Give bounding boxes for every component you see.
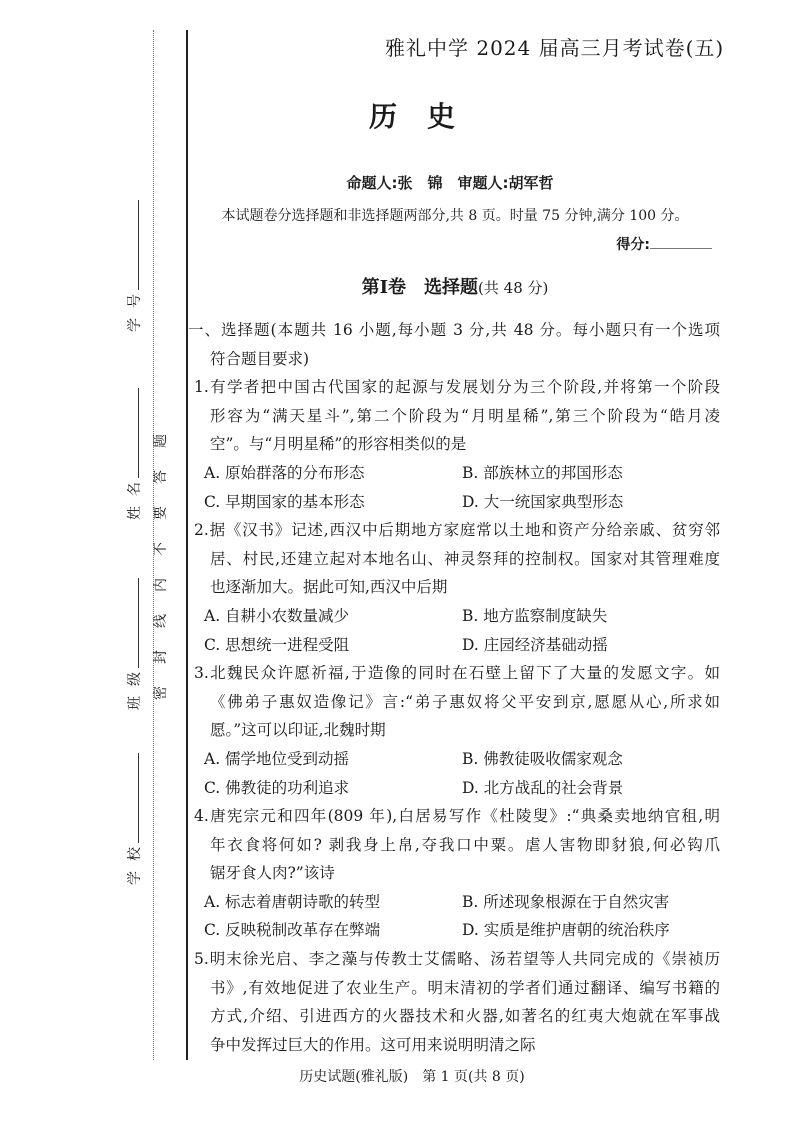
- question-stem-line: 居、村民,还建立起对本地名山、神灵祭拜的控制权。国家对其管理难度: [210, 549, 720, 568]
- answer-option[interactable]: B. 佛教徒吸收儒家观念: [462, 749, 623, 768]
- student-number-field[interactable]: [124, 200, 144, 332]
- answer-option[interactable]: B. 地方监察制度缺失: [462, 606, 608, 625]
- answer-option[interactable]: A. 自耕小农数量减少: [204, 606, 350, 625]
- part-note: (共 48 分): [478, 279, 549, 297]
- question-stem-line: 方式,介绍、引进西方的火器技术和火器,如著名的红夷大炮就在军事战: [210, 1007, 720, 1026]
- option-row: [194, 916, 720, 945]
- binding-line: [186, 30, 188, 1060]
- question-stem-line: 争中发挥过巨大的作用。这可用来说明明清之际: [210, 1035, 536, 1054]
- seal-warning: 密封线内不要答题: [153, 412, 169, 700]
- class-label: 班级: [127, 662, 143, 710]
- school-label: 学校: [127, 837, 143, 885]
- answer-option[interactable]: C. 早期国家的基本形态: [204, 492, 365, 511]
- question-body: [188, 316, 720, 1059]
- exam-intro: 本试题卷分选择题和非选择题两部分,共 8 页。时量 75 分钟,满分 100 分。: [221, 208, 689, 224]
- answer-option[interactable]: D. 北方战乱的社会背景: [462, 778, 624, 797]
- student-number-label: 学号: [127, 284, 143, 332]
- answer-option[interactable]: D. 庄园经济基础动摇: [462, 635, 608, 654]
- question-stem-line: 3.北魏民众许愿祈福,于造像的同时在石壁上留下了大量的发愿文字。如: [194, 664, 720, 683]
- part-title-text: 第Ⅰ卷 选择题: [361, 277, 479, 298]
- part-title: [190, 273, 720, 299]
- question-stem-line: 也逐渐加大。据此可知,西汉中后期: [210, 578, 448, 597]
- answer-option[interactable]: D. 实质是维护唐朝的统治秩序: [462, 921, 670, 940]
- answer-option[interactable]: C. 思想统一进程受阻: [204, 635, 350, 654]
- answer-option[interactable]: C. 佛教徒的功利追求: [204, 778, 350, 797]
- option-row: [194, 745, 720, 774]
- question-stem-line: 锯牙食人肉?”该诗: [210, 864, 335, 883]
- section-instruction: 一、选择题(本题共 16 小题,每小题 3 分,共 48 分。每小题只有一个选项: [188, 321, 720, 339]
- option-row: [194, 631, 720, 660]
- exam-title: 雅礼中学 2024 届高三月考试卷(五): [385, 36, 725, 60]
- school-field[interactable]: [124, 753, 144, 885]
- question-stem-line: 2.据《汉书》记述,西汉中后期地方家庭常以土地和资产分给亲戚、贫穷邻: [194, 521, 720, 540]
- question-stem-line: 年衣食将何如? 剥我身上帛,夺我口中粟。虐人害物即豺狼,何必钩爪: [210, 835, 720, 854]
- answer-option[interactable]: C. 反映税制改革存在弊端: [204, 921, 381, 940]
- option-row: [194, 602, 720, 631]
- answer-option[interactable]: A. 原始群落的分布形态: [204, 463, 365, 482]
- subject-title: 历史: [368, 100, 485, 133]
- score-label: 得分:: [616, 237, 650, 253]
- answer-option[interactable]: D. 大一统国家典型形态: [462, 492, 624, 511]
- name-label: 姓名: [127, 472, 143, 520]
- question-stem-line: 空”。与“月明星稀”的形容相类似的是: [210, 435, 467, 454]
- option-row: [194, 774, 720, 803]
- question-stem-line: 形容为“满天星斗”,第二个阶段为“月明星稀”,第三个阶段为“皓月凌: [210, 406, 720, 425]
- option-row: [194, 488, 720, 517]
- question-stem-line: 5.明末徐光启、李之藻与传教士艾儒略、汤若望等人共同完成的《崇祯历: [194, 950, 720, 969]
- question-stem-line: 《佛弟子惠奴造像记》言:“弟子惠奴将父平安到京,愿愿从心,所求如: [210, 692, 720, 711]
- answer-option[interactable]: B. 所述现象根源在于自然灾害: [462, 892, 670, 911]
- question-stem-line: 4.唐宪宗元和四年(809 年),白居易写作《杜陵叟》:“典桑卖地纳官租,明: [194, 807, 720, 826]
- authors: 命题人:张 锦 审题人:胡军哲: [346, 174, 554, 192]
- page-footer: 历史试题(雅礼版) 第 1 页(共 8 页): [299, 1069, 525, 1085]
- question-stem-line: 1.有学者把中国古代国家的起源与发展划分为三个阶段,并将第一个阶段: [194, 378, 720, 397]
- question-stem-line: 愿。”这可以印证,北魏时期: [210, 721, 386, 740]
- section-instruction: 符合题目要求): [210, 349, 310, 368]
- answer-option[interactable]: A. 标志着唐朝诗歌的转型: [204, 892, 381, 911]
- score-field[interactable]: [616, 234, 712, 254]
- option-row: [194, 459, 720, 488]
- answer-option[interactable]: A. 儒学地位受到动摇: [204, 749, 350, 768]
- question-stem-line: 书》,有效地促进了农业生产。明末清初的学者们通过翻译、编写书籍的: [210, 978, 720, 997]
- option-row: [194, 888, 720, 917]
- name-field[interactable]: [124, 388, 144, 520]
- answer-option[interactable]: B. 部族林立的邦国形态: [462, 463, 623, 482]
- class-field[interactable]: [124, 578, 144, 710]
